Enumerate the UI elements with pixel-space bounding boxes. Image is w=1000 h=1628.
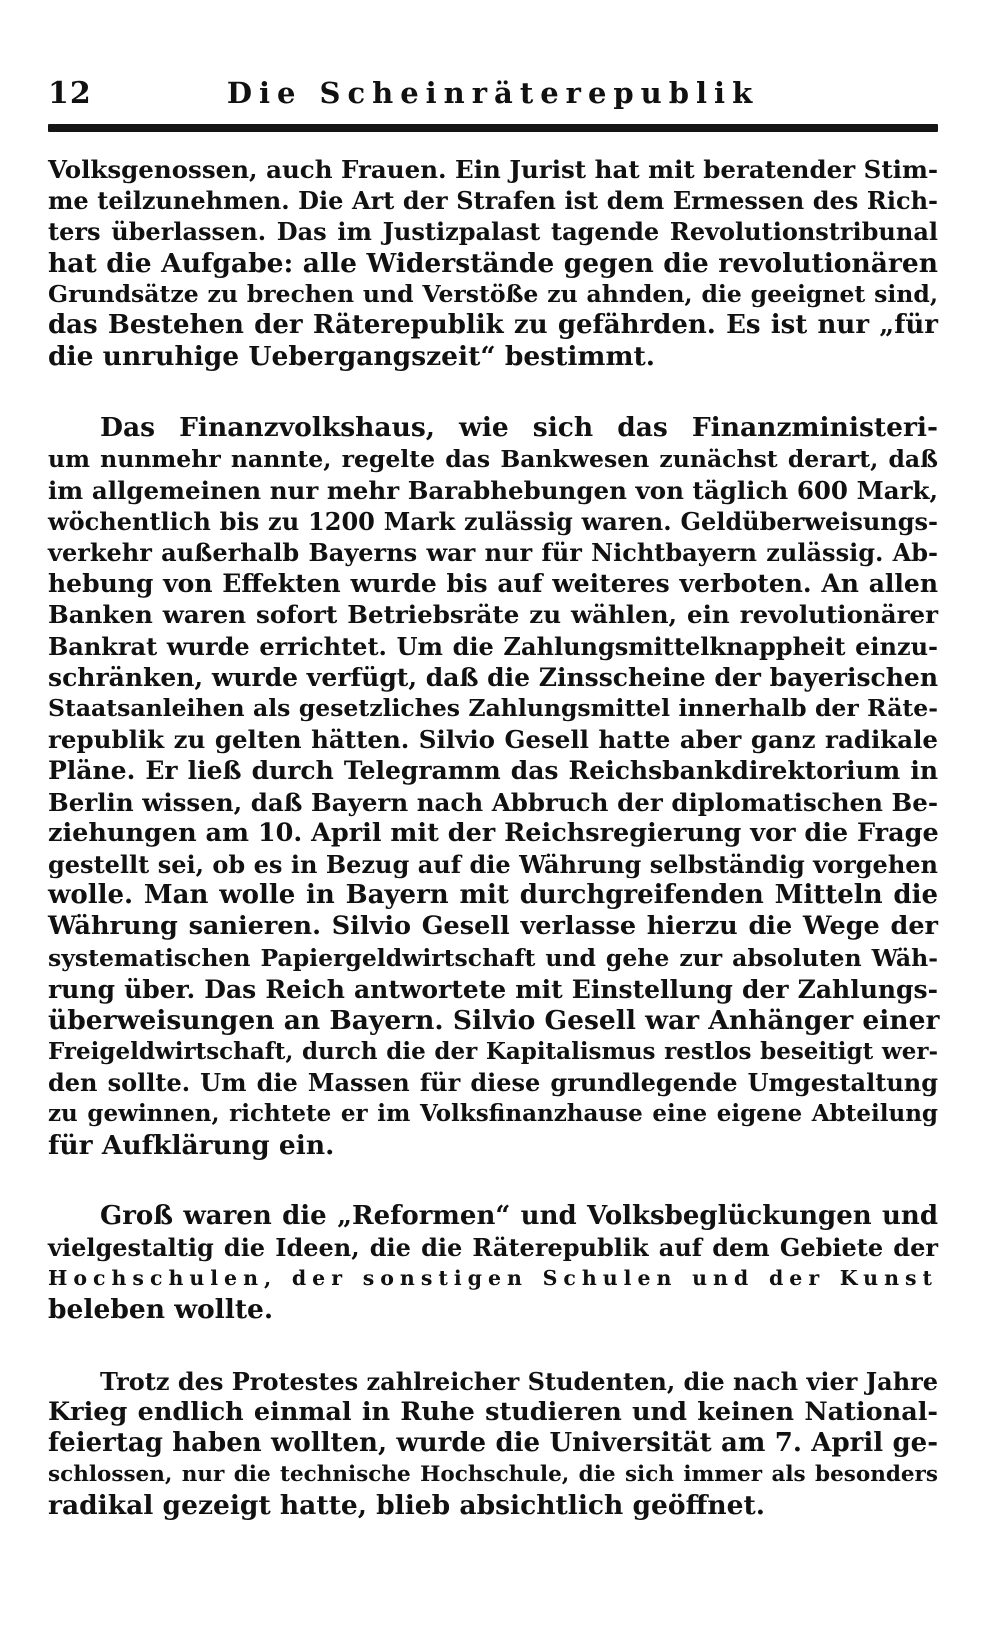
text-line: verkehr außerhalb Bayerns war nur für Nichtbayern zulässig. Ab-	[48, 538, 938, 568]
header-rule	[48, 124, 938, 132]
text-line: schlossen, nur die technische Hochschule, die sich immer als besonders	[48, 1462, 938, 1488]
text-line: Trotz des Protestes zahlreicher Studenten, die nach vier Jahre	[100, 1366, 939, 1396]
text-line: wöchentlich bis zu 1200 Mark zulässig waren. Geldüberweisungs-	[48, 506, 938, 536]
text-line: radikal gezeigt hatte, blieb absichtlich geöffnet.	[48, 1490, 765, 1522]
text-line: Groß waren die „Reformen“ und Volksbeglückungen und	[100, 1200, 938, 1231]
text-line: schränken, wurde verfügt, daß die Zinsscheine der bayerischen	[48, 662, 938, 692]
running-head	[48, 70, 938, 114]
text-line: um nunmehr nannte, regelte das Bankwesen zunächst derart, daß	[48, 444, 938, 473]
paragraph-university	[48, 1366, 938, 1522]
page-number: 12	[48, 76, 92, 111]
text-line: zu gewinnen, richtete er im Volksfinanzhause eine eigene Abteilung	[48, 1100, 938, 1128]
running-title: Die Scheinräterepublik	[226, 76, 760, 110]
text-line: die unruhige Uebergangszeit“ bestimmt.	[48, 341, 655, 373]
text-line: Hochschulen, der sonstigen Schulen und der Kunst	[48, 1266, 938, 1291]
text-line: Staatsanleihen als gesetzliches Zahlungsmittel innerhalb der Räte-	[48, 694, 938, 722]
text-line: Berlin wissen, daß Bayern nach Abbruch der diplomatischen Be-	[48, 787, 938, 817]
text-line: gestellt sei, ob es in Bezug auf die Währung selbständig vorgehen	[48, 849, 938, 879]
paragraph-finance-house	[48, 412, 938, 1161]
text-line: beleben wollte.	[48, 1294, 274, 1326]
text-line: ziehungen am 10. April mit der Reichsregierung vor die Frage	[48, 817, 939, 848]
text-line: Das Finanzvolkshaus, wie sich das Finanzministeri-	[100, 412, 938, 444]
paragraph-reforms	[48, 1201, 938, 1326]
text-line: Bankrat wurde errichtet. Um die Zahlungsmittelknappheit einzu-	[48, 631, 938, 661]
text-line: Währung sanieren. Silvio Gesell verlasse hierzu die Wege der	[48, 911, 938, 942]
text-line: für Aufklärung ein.	[48, 1129, 335, 1161]
text-line: Freigeldwirtschaft, durch die der Kapitalismus restlos beseitigt wer-	[48, 1038, 938, 1066]
paragraph-revolutionary-tribunal	[48, 154, 938, 372]
text-line: hebung von Effekten wurde bis auf weiteres verboten. An allen	[48, 569, 938, 599]
text-line: ters überlassen. Das im Justizpalast tagende Revolutionstribunal	[48, 217, 938, 247]
text-line: im allgemeinen nur mehr Barabhebungen von täglich 600 Mark,	[48, 475, 938, 505]
text-line: überweisungen an Bayern. Silvio Gesell war Anhänger einer	[48, 1004, 940, 1036]
text-line: me teilzunehmen. Die Art der Strafen ist dem Ermessen des Rich-	[48, 186, 938, 216]
text-line: republik zu gelten hätten. Silvio Gesell hatte aber ganz radikale	[48, 725, 938, 755]
text-line: Banken waren sofort Betriebsräte zu wählen, ein revolutionärer	[48, 600, 938, 630]
text-line: feiertag haben wollten, wurde die Universität am 7. April ge-	[48, 1427, 938, 1458]
text-line: hat die Aufgabe: alle Widerstände gegen die revolutionären	[48, 247, 938, 279]
text-line: Krieg endlich einmal in Ruhe studieren und keinen National-	[48, 1396, 938, 1427]
text-line: wolle. Man wolle in Bayern mit durchgreifenden Mitteln die	[48, 880, 938, 911]
text-line: rung über. Das Reich antwortete mit Einstellung der Zahlungs-	[48, 974, 938, 1004]
text-line: Volksgenossen, auch Frauen. Ein Jurist hat mit beratender Stim-	[48, 155, 939, 184]
text-line: systematischen Papiergeldwirtschaft und gehe zur absoluten Wäh-	[48, 943, 938, 972]
text-line: den sollte. Um die Massen für diese grundlegende Umgestaltung	[48, 1068, 938, 1098]
text-line: das Bestehen der Räterepublik zu gefährden. Es ist nur „für	[48, 309, 938, 340]
book-page	[48, 70, 938, 1562]
text-line: Grundsätze zu brechen und Verstöße zu ahnden, die geeignet sind,	[48, 279, 938, 308]
text-line: vielgestaltig die Ideen, die die Räterepublik auf dem Gebiete der	[48, 1233, 938, 1262]
text-line: Pläne. Er ließ durch Telegramm das Reichsbankdirektorium in	[48, 756, 938, 786]
